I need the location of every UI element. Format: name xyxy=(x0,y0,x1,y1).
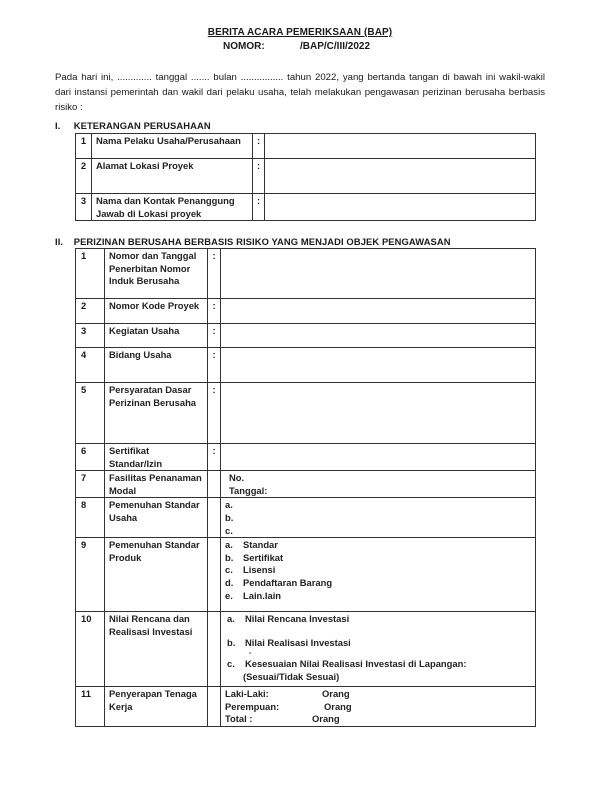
business-activity-field[interactable] xyxy=(221,324,536,348)
list-item xyxy=(227,613,531,626)
list-item xyxy=(225,577,531,590)
list-marker: e. xyxy=(225,589,233,601)
nomor-label: NOMOR: xyxy=(223,41,265,52)
dash-mark: - xyxy=(249,650,252,658)
list-text: Sertifikat xyxy=(243,551,284,563)
section-1-heading xyxy=(55,120,211,131)
list-text: Pendaftaran Barang xyxy=(243,576,333,588)
row-colon: : xyxy=(253,159,265,194)
row-label: Persyaratan Dasar Perizinan Berusaha xyxy=(105,383,208,444)
document-title xyxy=(0,27,600,38)
row-label: Penyerapan Tenaga Kerja xyxy=(105,687,208,727)
row-label: Bidang Usaha xyxy=(105,348,208,383)
workforce-female xyxy=(225,701,531,714)
row-colon: : xyxy=(208,249,221,299)
nomor-value: /BAP/C/III/2022 xyxy=(300,41,371,52)
row-label: Nomor Kode Proyek xyxy=(105,299,208,324)
certificate-field[interactable] xyxy=(221,444,536,471)
table-row xyxy=(76,471,536,498)
list-item xyxy=(225,564,531,577)
table-row xyxy=(76,348,536,383)
table-row xyxy=(76,324,536,348)
row-number: 3 xyxy=(76,324,105,348)
list-marker: c. xyxy=(227,658,235,670)
row-label: Nama dan Kontak Penanggung Jawab di Lokasi proyek xyxy=(92,194,253,221)
list-marker: d. xyxy=(225,576,234,588)
row-number: 10 xyxy=(76,612,105,687)
row-label: Kegiatan Usaha xyxy=(105,324,208,348)
section-number: II. xyxy=(55,236,64,247)
row-colon: : xyxy=(253,194,265,221)
row-number: 9 xyxy=(76,538,105,612)
list-marker: b. xyxy=(225,511,234,523)
workforce-unit: Orang xyxy=(312,713,340,725)
row-label: Pemenuhan Standar Usaha xyxy=(105,498,208,538)
row-colon: : xyxy=(208,324,221,348)
list-marker: b. xyxy=(227,636,236,648)
business-field-field[interactable] xyxy=(221,348,536,383)
nib-field[interactable] xyxy=(221,249,536,299)
row-colon: : xyxy=(208,444,221,471)
section-2-heading xyxy=(55,236,451,247)
row-number: 7 xyxy=(76,471,105,498)
list-marker: c. xyxy=(225,524,233,536)
list-item xyxy=(227,658,531,671)
list-marker: a. xyxy=(225,499,233,511)
row-number: 3 xyxy=(76,194,92,221)
list-marker: c. xyxy=(225,564,233,576)
list-marker: b. xyxy=(225,551,234,563)
table-row xyxy=(76,498,536,538)
row-label: Pemenuhan Standar Produk xyxy=(105,538,208,612)
list-item xyxy=(225,590,531,603)
company-info-table xyxy=(75,133,536,221)
product-standard-field[interactable] xyxy=(221,538,536,612)
licensing-table xyxy=(75,248,536,727)
project-code-field[interactable] xyxy=(221,299,536,324)
list-item xyxy=(225,552,531,565)
table-row xyxy=(76,249,536,299)
row-colon xyxy=(208,687,221,727)
row-number: 5 xyxy=(76,383,105,444)
list-text: Nilai Realisasi Investasi xyxy=(245,636,351,648)
table-row xyxy=(76,612,536,687)
row-number: 1 xyxy=(76,249,105,299)
investment-value-field[interactable] xyxy=(221,612,536,687)
row-label: Alamat Lokasi Proyek xyxy=(92,159,253,194)
row-label: Sertifikat Standar/Izin xyxy=(105,444,208,471)
facility-number: No. xyxy=(229,472,245,484)
row-colon: : xyxy=(208,299,221,324)
title-text: BERITA ACARA PEMERIKSAAN (BAP) xyxy=(207,27,393,38)
facility-date: Tanggal: xyxy=(229,484,268,496)
section-title: PERIZINAN BERUSAHA BERBASIS RISIKO YANG MENJADI OBJEK PENGAWASAN xyxy=(73,236,451,247)
row-colon xyxy=(208,471,221,498)
list-item xyxy=(227,637,531,650)
basic-requirements-field[interactable] xyxy=(221,383,536,444)
contact-person-field[interactable] xyxy=(265,194,536,221)
table-row xyxy=(76,299,536,324)
row-colon: : xyxy=(208,348,221,383)
workforce-field[interactable] xyxy=(221,687,536,727)
table-row xyxy=(76,444,536,471)
list-marker: a. xyxy=(227,613,235,625)
row-colon xyxy=(208,498,221,538)
row-number: 11 xyxy=(76,687,105,727)
table-row xyxy=(76,383,536,444)
workforce-male xyxy=(225,688,531,701)
row-colon: : xyxy=(253,134,265,159)
conformity-note: (Sesuai/Tidak Sesuai) xyxy=(243,670,340,682)
workforce-label: Total : xyxy=(225,713,253,725)
table-row xyxy=(76,159,536,194)
table-row xyxy=(76,538,536,612)
row-label: Nomor dan Tanggal Penerbitan Nomor Induk Berusaha xyxy=(105,249,208,299)
list-text: Lain.lain xyxy=(243,589,282,601)
workforce-total xyxy=(225,713,531,726)
intro-paragraph xyxy=(55,70,545,115)
list-marker: a. xyxy=(225,539,233,551)
project-address-field[interactable] xyxy=(265,159,536,194)
section-title: KETERANGAN PERUSAHAAN xyxy=(73,120,211,131)
list-text: Nilai Rencana Investasi xyxy=(245,613,350,625)
row-number: 1 xyxy=(76,134,92,159)
row-label: Nama Pelaku Usaha/Perusahaan xyxy=(92,134,253,159)
list-item xyxy=(225,539,531,552)
row-label: Fasilitas Penanaman Modal xyxy=(105,471,208,498)
business-standard-field[interactable] xyxy=(221,498,536,538)
table-row xyxy=(76,194,536,221)
table-row xyxy=(76,134,536,159)
row-number: 2 xyxy=(76,159,92,194)
company-name-field[interactable] xyxy=(265,134,536,159)
workforce-label: Perempuan: xyxy=(225,700,280,712)
row-colon xyxy=(208,612,221,687)
row-label: Nilai Rencana dan Realisasi Investasi xyxy=(105,612,208,687)
row-number: 2 xyxy=(76,299,105,324)
row-number: 6 xyxy=(76,444,105,471)
section-number: I. xyxy=(55,120,61,131)
investment-facility-field[interactable] xyxy=(221,471,536,498)
row-number: 4 xyxy=(76,348,105,383)
workforce-label: Laki-Laki: xyxy=(225,688,269,700)
row-number: 8 xyxy=(76,498,105,538)
workforce-unit: Orang xyxy=(322,688,350,700)
workforce-unit: Orang xyxy=(324,700,352,712)
list-text: Kesesuaian Nilai Realisasi Investasi di Lapangan: xyxy=(245,658,467,670)
list-text: Lisensi xyxy=(243,564,276,576)
row-colon: : xyxy=(208,383,221,444)
list-text: Standar xyxy=(243,539,278,551)
row-colon xyxy=(208,538,221,612)
intro-text: Pada hari ini, ............. tanggal ....... bulan ................ tahun 2022, yang bertanda tangan di bawah ini wakil-wakil dari instansi pemerintah dan wakil dari pelaku usaha, telah melakukan pengawasan perizinan berusaha berbasis risiko : xyxy=(55,72,545,113)
table-row xyxy=(76,687,536,727)
